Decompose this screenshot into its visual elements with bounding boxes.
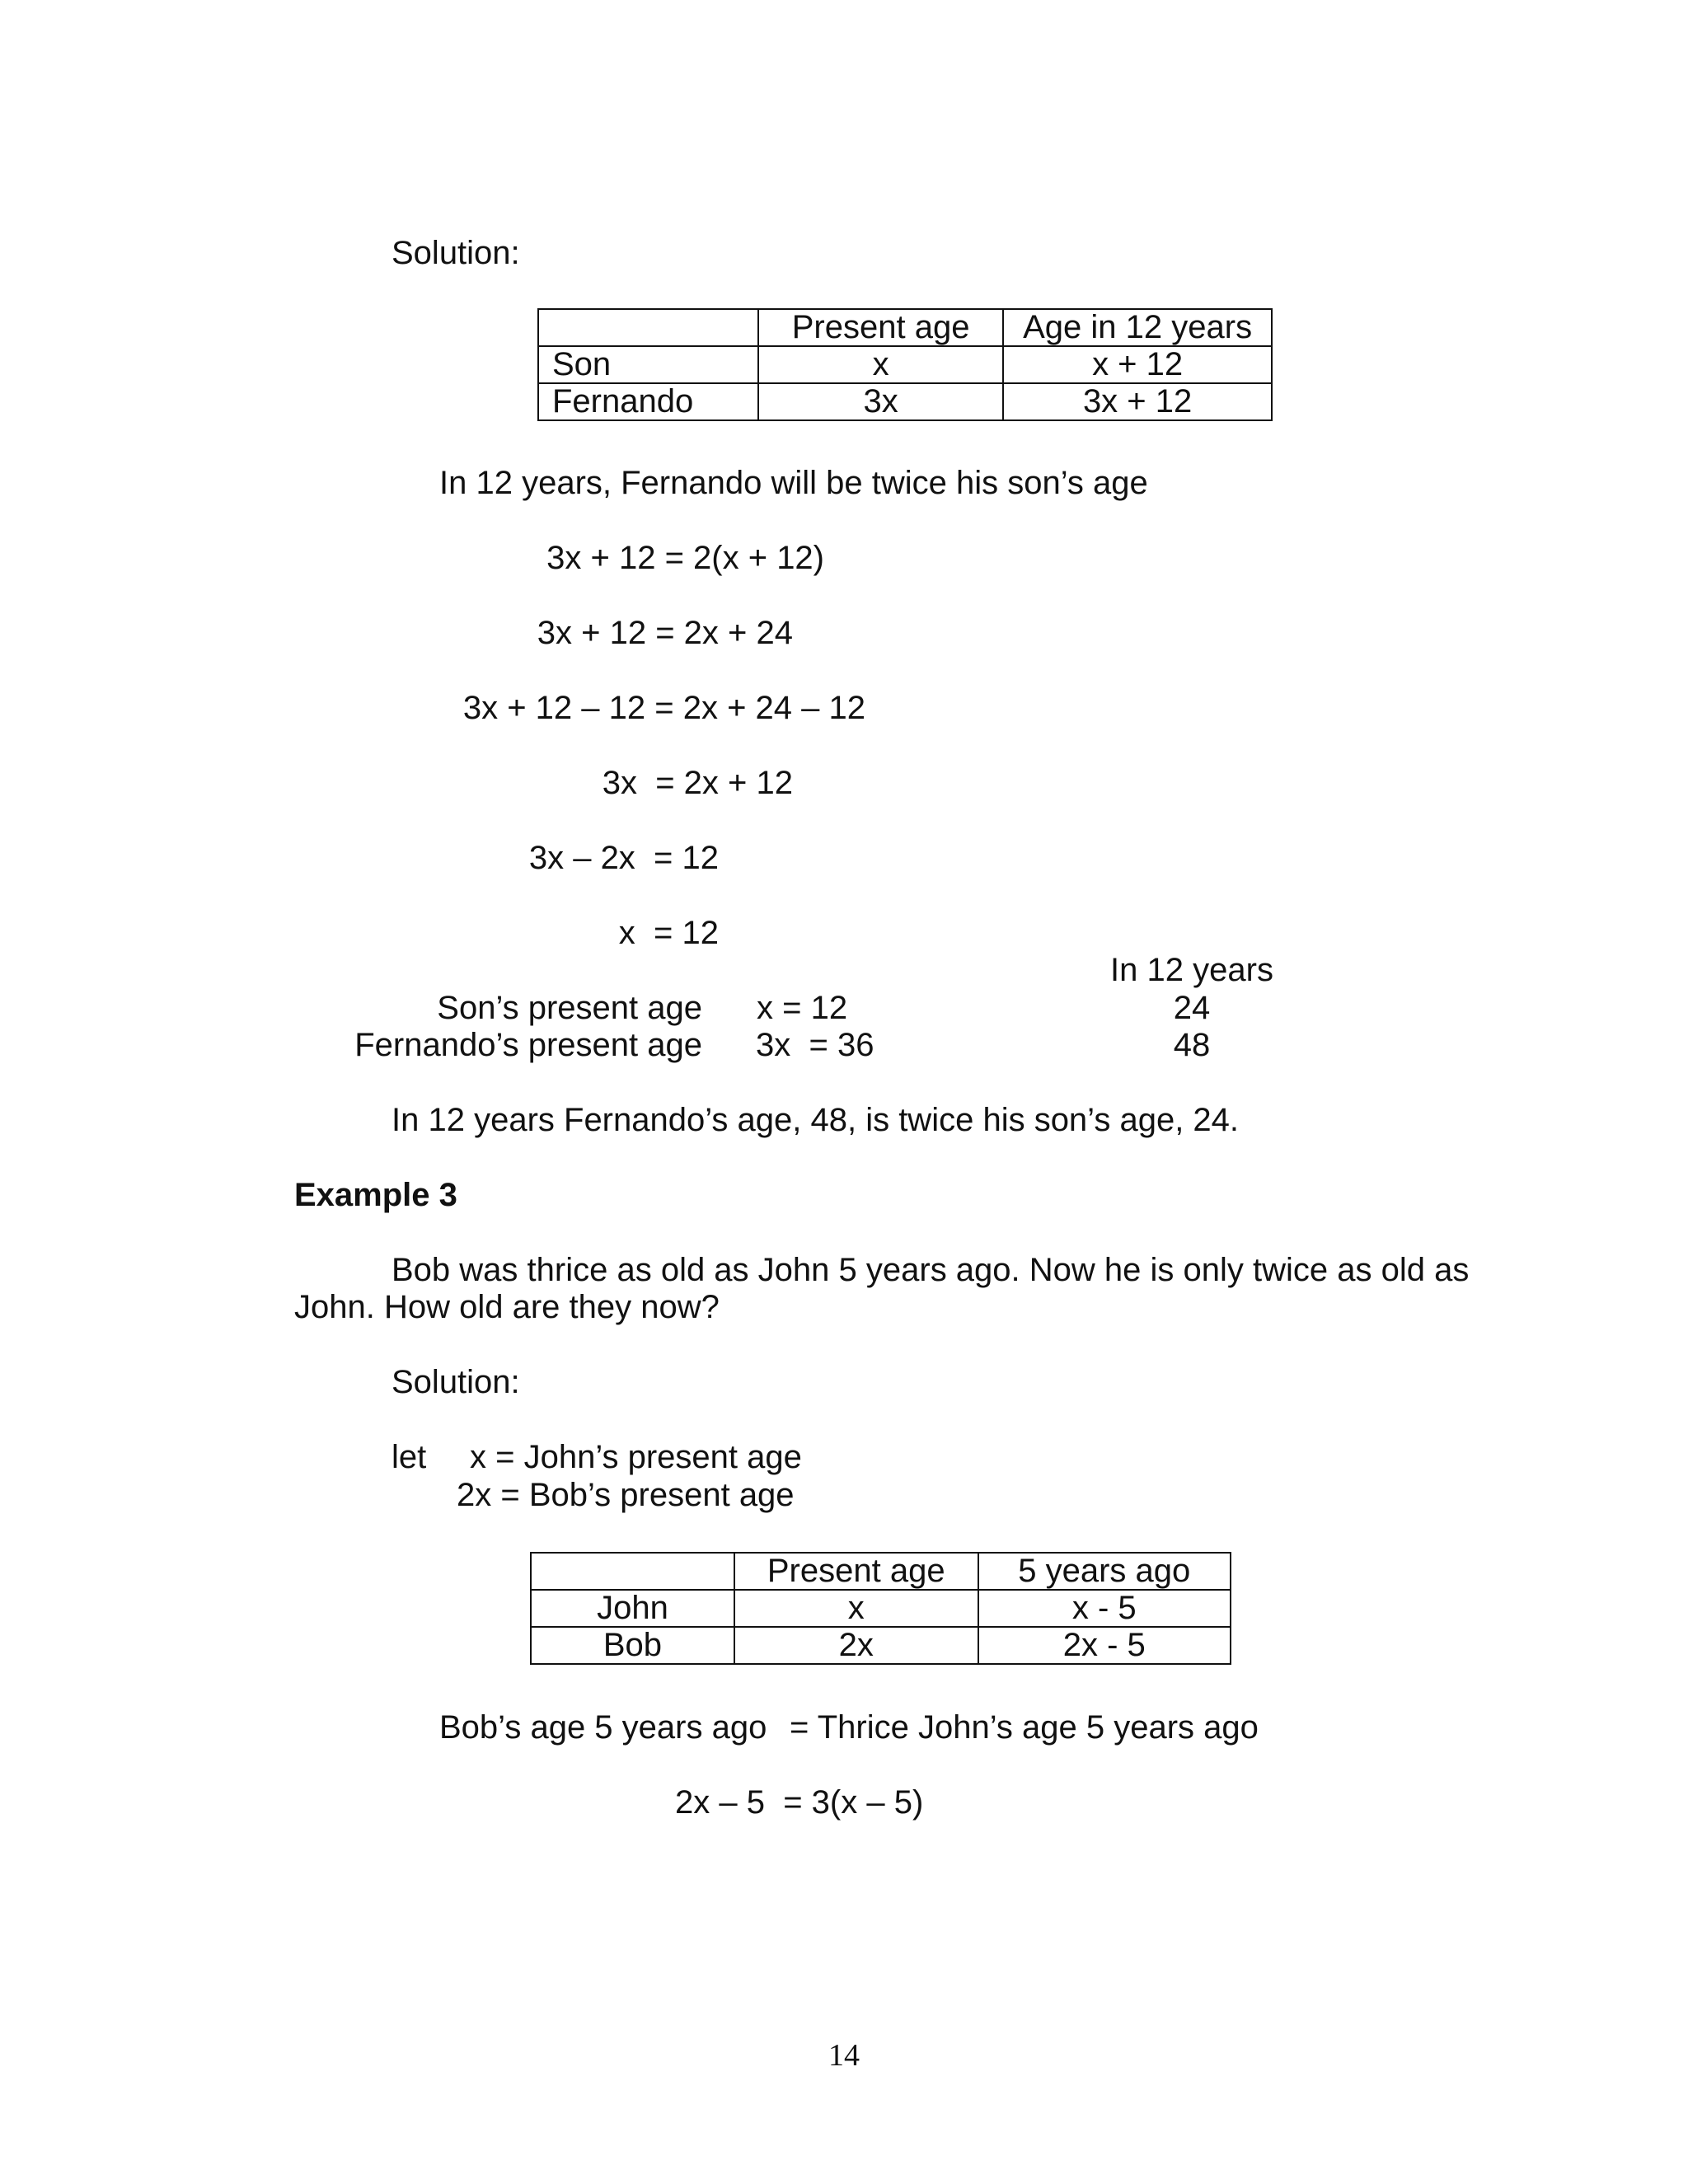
table-cell: Son	[538, 346, 758, 383]
page-number: 14	[828, 2038, 860, 2073]
fernando-present-age-label: Fernando’s present age	[354, 1027, 702, 1063]
son-age-in-12-years: 24	[1173, 990, 1211, 1026]
table-cell: Bob	[531, 1627, 734, 1664]
fernando-age-in-12-years: 48	[1173, 1027, 1211, 1063]
son-present-age-expr: x = 12	[757, 990, 848, 1026]
table-cell: 2x - 5	[978, 1627, 1231, 1664]
table-cell: Fernando	[538, 383, 758, 420]
table-row	[538, 383, 1272, 420]
table-row	[531, 1590, 1231, 1627]
solution-label: Solution:	[392, 1364, 520, 1400]
problem-text-line-2: John. How old are they now?	[294, 1289, 720, 1325]
table-cell: John	[531, 1590, 734, 1627]
son-present-age-label: Son’s present age	[437, 990, 702, 1026]
table-header-cell: 5 years ago	[978, 1553, 1231, 1590]
table-header-cell: Present age	[758, 309, 1003, 346]
equation-step-5: 3x – 2x = 12	[528, 840, 719, 876]
equation-step-2: 3x + 12 = 2x + 24	[537, 615, 793, 651]
table-header-cell	[531, 1553, 734, 1590]
section-heading: Example 3	[294, 1177, 457, 1213]
statement-left: Bob’s age 5 years ago	[439, 1709, 767, 1746]
table-header-cell: Present age	[734, 1553, 978, 1590]
age-table-2	[530, 1552, 1231, 1665]
let-definition-1: x = John’s present age	[470, 1439, 802, 1475]
conclusion: In 12 years Fernando’s age, 48, is twice his son’s age, 24.	[392, 1102, 1240, 1138]
table-header-row	[538, 309, 1272, 346]
in-12-years-header: In 12 years	[1110, 952, 1273, 988]
table-header-row	[531, 1553, 1231, 1590]
problem-statement: In 12 years, Fernando will be twice his son’s age	[439, 465, 1148, 501]
table-cell: x	[758, 346, 1003, 383]
age-table-1	[537, 308, 1273, 421]
equation-step-4: 3x = 2x + 12	[602, 765, 793, 801]
solution-label: Solution:	[392, 235, 520, 271]
table-header-cell	[538, 309, 758, 346]
table-cell: 3x + 12	[1003, 383, 1272, 420]
problem-text-line-1: Bob was thrice as old as John 5 years ago. Now he is only twice as old as	[392, 1252, 1470, 1288]
equation-step-6: x = 12	[618, 915, 719, 951]
let-definition-2: 2x = Bob’s present age	[457, 1477, 795, 1513]
table-cell: x - 5	[978, 1590, 1231, 1627]
table-row	[531, 1627, 1231, 1664]
statement-right: = Thrice John’s age 5 years ago	[790, 1709, 1259, 1746]
table-cell: x	[734, 1590, 978, 1627]
equation: 2x – 5 = 3(x – 5)	[675, 1784, 924, 1821]
table-row	[538, 346, 1272, 383]
let-word: let	[392, 1439, 427, 1475]
table-cell: 2x	[734, 1627, 978, 1664]
table-cell: x + 12	[1003, 346, 1272, 383]
equation-step-1: 3x + 12 = 2(x + 12)	[546, 540, 824, 576]
table-cell: 3x	[758, 383, 1003, 420]
fernando-present-age-expr: 3x = 36	[756, 1027, 874, 1063]
equation-step-3: 3x + 12 – 12 = 2x + 24 – 12	[462, 690, 865, 726]
table-header-cell: Age in 12 years	[1003, 309, 1272, 346]
